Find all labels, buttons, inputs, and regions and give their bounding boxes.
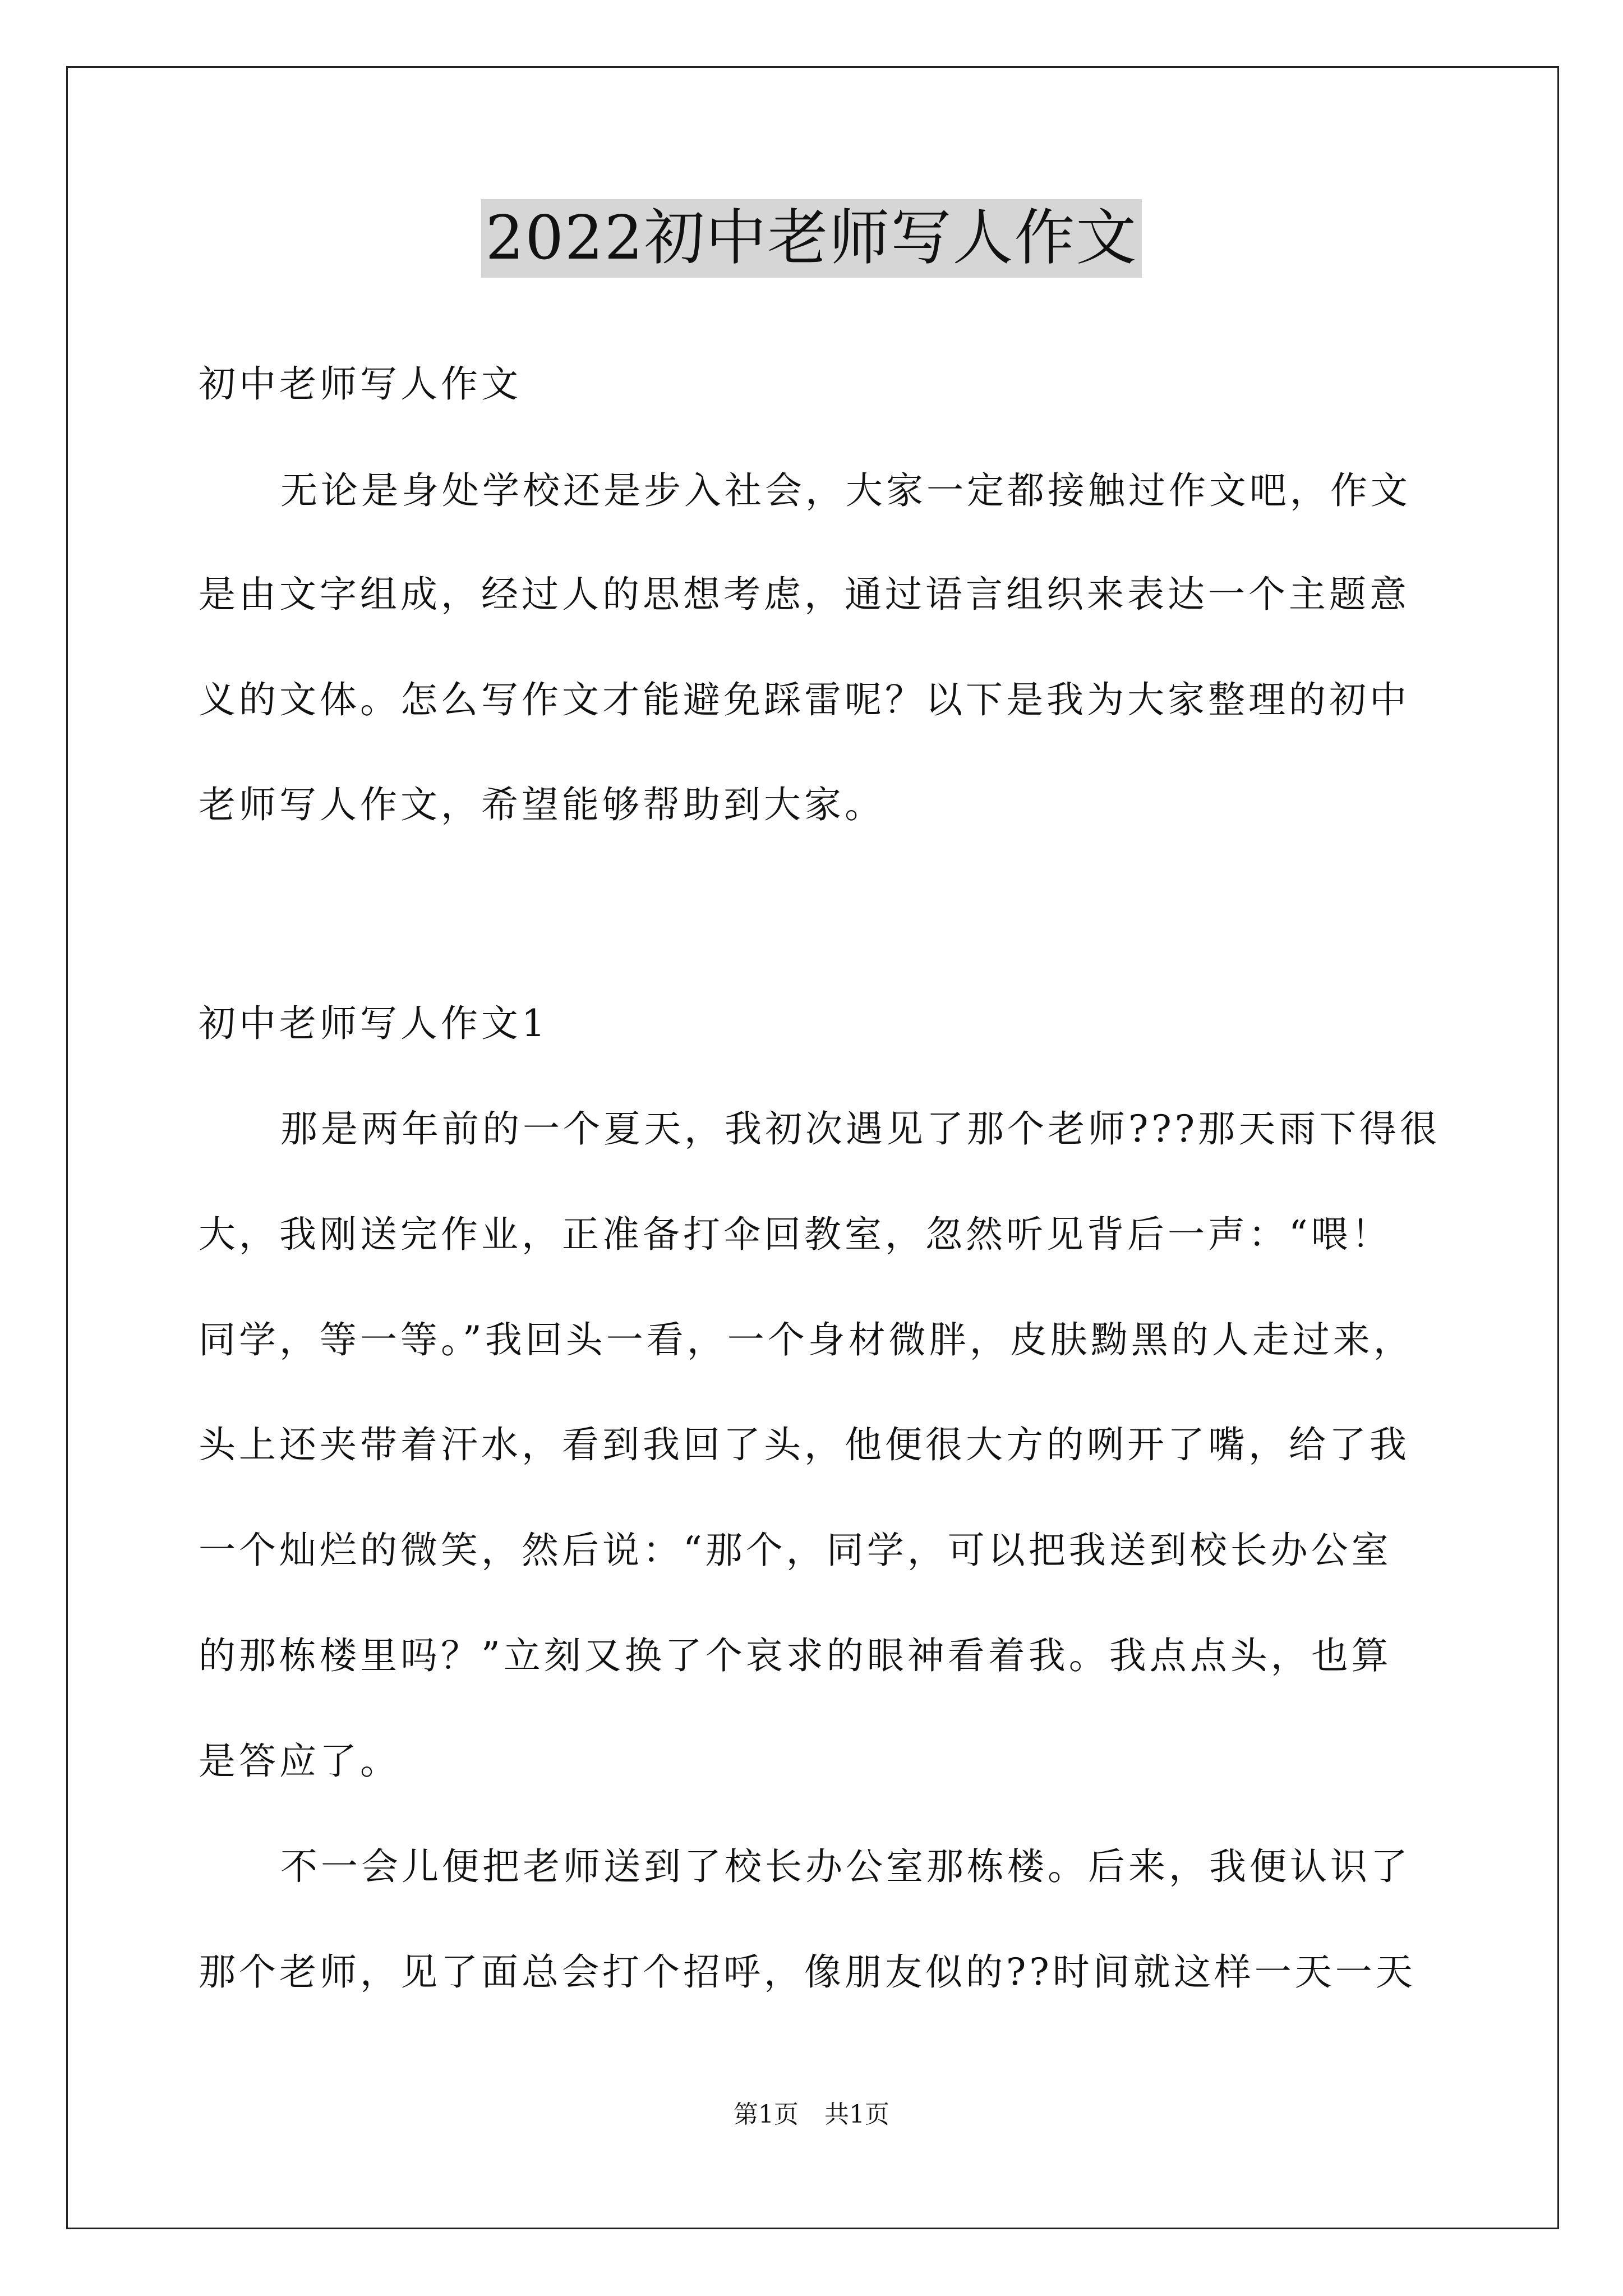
title-container: [0, 199, 1623, 278]
paragraph-line: 义的文体。怎么写作文才能避免踩雷呢？以下是我为大家整理的初中: [199, 678, 1410, 721]
paragraph-line: 同学，等一等。”我回头一看，一个身材微胖，皮肤黝黑的人走过来，: [199, 1318, 1414, 1361]
page-footer: [0, 2098, 1623, 2132]
paragraph-line: 一个灿烂的微笑，然后说：“那个，同学，可以把我送到校长办公室: [199, 1529, 1392, 1572]
document-title: 2022初中老师写人作文: [481, 199, 1142, 278]
paragraph-line: 头上还夹带着汗水，看到我回了头，他便很大方的咧开了嘴，给了我: [199, 1423, 1410, 1466]
paragraph-line: 无论是身处学校还是步入社会，大家一定都接触过作文吧，作文: [280, 469, 1411, 512]
subtitle-line: 初中老师写人作文: [199, 362, 522, 406]
page-total: 共1页: [824, 2100, 889, 2129]
paragraph-line: 老师写人作文，希望能够帮助到大家。: [199, 783, 885, 826]
paragraph-line: 那个老师，见了面总会打个招呼，像朋友似的??时间就这样一天一天: [199, 1950, 1416, 1994]
paragraph-line: 大，我刚送完作业，正准备打伞回教室，忽然听见背后一声：“喂！: [199, 1213, 1392, 1256]
paragraph-line: 那是两年前的一个夏天，我初次遇见了那个老师???那天雨下得很: [280, 1107, 1441, 1151]
page-number: 第1页: [734, 2100, 799, 2129]
paragraph-line: 是由文字组成，经过人的思想考虑，通过语言组织来表达一个主题意: [199, 573, 1410, 616]
paragraph-line: 的那栋楼里吗？”立刻又换了个哀求的眼神看着我。我点点头，也算: [199, 1634, 1392, 1677]
paragraph-line: 不一会儿便把老师送到了校长办公室那栋楼。后来，我便认识了: [280, 1845, 1411, 1888]
paragraph-line: 是答应了。: [199, 1740, 400, 1783]
section-heading: 初中老师写人作文1: [199, 1002, 548, 1045]
